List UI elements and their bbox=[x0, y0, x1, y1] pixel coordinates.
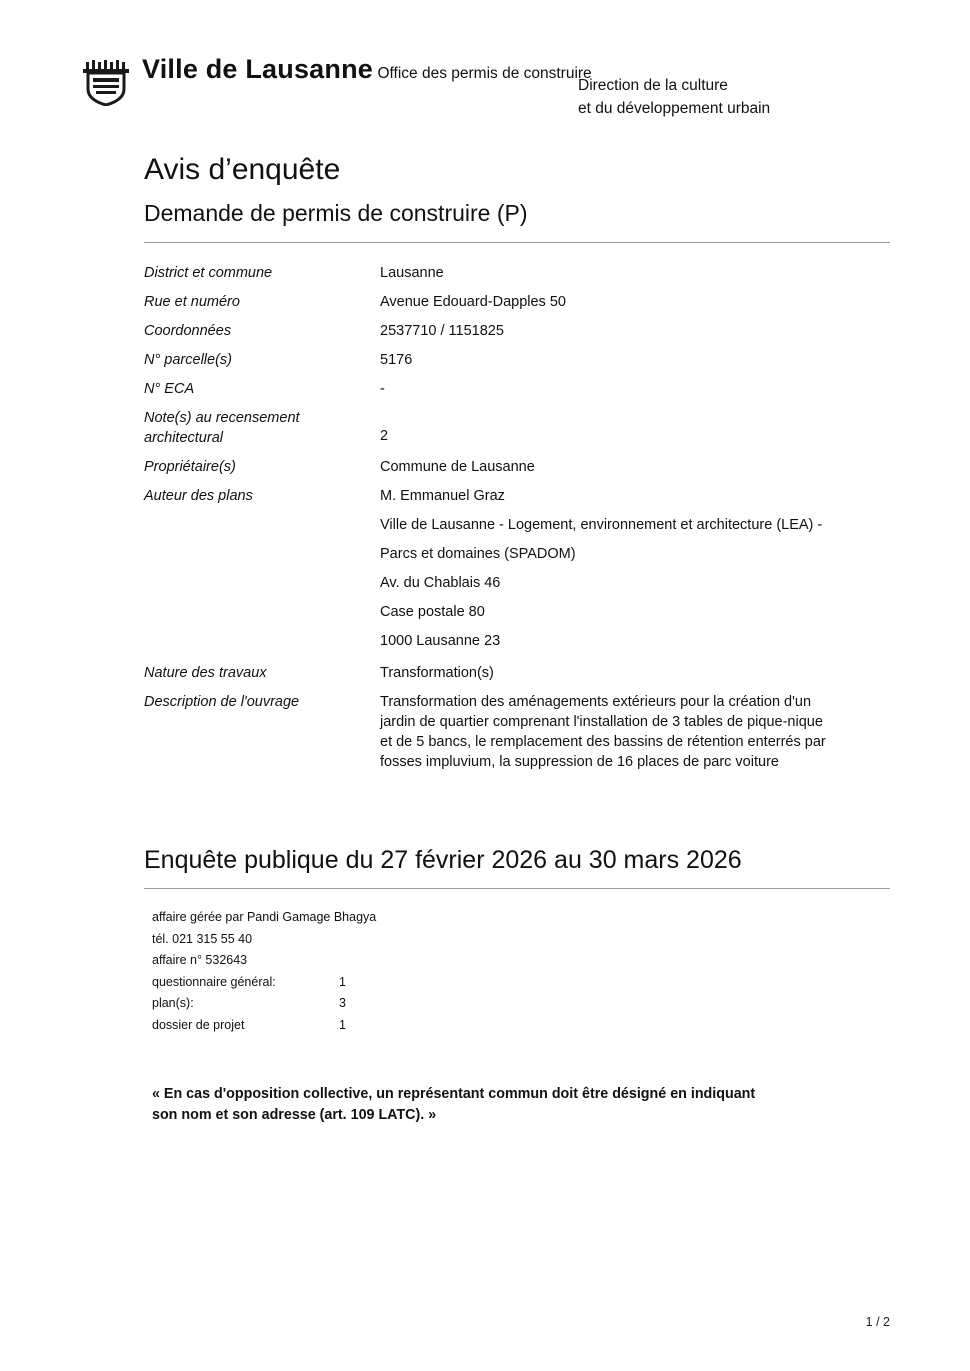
field-value-author bbox=[380, 486, 890, 663]
page-number: 1 / 2 bbox=[865, 1315, 890, 1329]
brand-subtitle: Office des permis de construire bbox=[377, 65, 592, 82]
public-inquiry-heading: Enquête publique du 27 février 2026 au 30 mars 2026 bbox=[144, 846, 742, 874]
field-value: Avenue Edouard-Dapples 50 bbox=[380, 294, 566, 310]
author-line: M. Emmanuel Graz bbox=[380, 488, 505, 504]
public-inquiry-section bbox=[144, 842, 890, 1126]
department-line-1: Direction de la culture bbox=[578, 77, 728, 94]
table-row bbox=[144, 263, 890, 292]
field-label: Auteur des plans bbox=[144, 488, 253, 504]
page-subtitle: Demande de permis de construire (P) bbox=[144, 200, 528, 226]
field-label: Coordonnées bbox=[144, 323, 232, 339]
field-value: 2 bbox=[380, 428, 389, 444]
permit-details-table bbox=[144, 263, 890, 784]
page-title: Avis d’enquête bbox=[144, 153, 341, 186]
table-row bbox=[144, 292, 890, 321]
case-manager: affaire gérée par Pandi Gamage Bhagya bbox=[152, 910, 377, 924]
table-row bbox=[152, 1015, 346, 1037]
author-line: Parcs et domaines (SPADOM) bbox=[380, 546, 576, 562]
table-row bbox=[144, 379, 890, 408]
case-meta bbox=[152, 907, 890, 1036]
author-line: 1000 Lausanne 23 bbox=[380, 633, 501, 649]
table-row bbox=[144, 408, 890, 457]
description-line: fosses impluvium, la suppression de 16 places de parc voiture bbox=[380, 754, 779, 770]
field-value: Commune de Lausanne bbox=[380, 459, 535, 475]
field-label: Description de l'ouvrage bbox=[144, 694, 300, 710]
department-block bbox=[578, 74, 770, 120]
author-line: Ville de Lausanne - Logement, environnement et architecture (LEA) - bbox=[380, 517, 823, 533]
description-line: Transformation des aménagements extérieurs pour la création d'un bbox=[380, 694, 812, 710]
count-value: 1 bbox=[339, 974, 346, 989]
title-divider bbox=[144, 242, 890, 243]
field-label: Note(s) au recensement architectural bbox=[144, 410, 300, 446]
opposition-notice bbox=[152, 1084, 872, 1126]
author-line: Case postale 80 bbox=[380, 604, 485, 620]
table-row bbox=[144, 350, 890, 379]
table-row-nature bbox=[144, 663, 890, 692]
count-label: questionnaire général: bbox=[152, 974, 276, 989]
document-counts-table bbox=[152, 972, 346, 1037]
field-label: District et commune bbox=[144, 265, 273, 281]
table-row bbox=[144, 321, 890, 350]
document-body bbox=[144, 150, 890, 1126]
notice-line-2: son nom et son adresse (art. 109 LATC). » bbox=[152, 1107, 437, 1123]
field-value: 5176 bbox=[380, 352, 413, 368]
field-value: - bbox=[380, 381, 385, 397]
brand-block bbox=[80, 52, 592, 106]
description-line: jardin de quartier comprenant l'installation de 3 tables de pique-nique bbox=[380, 714, 823, 730]
count-label: dossier de projet bbox=[152, 1017, 245, 1032]
field-value: Lausanne bbox=[380, 265, 444, 281]
field-value: Transformation(s) bbox=[380, 665, 494, 681]
field-value: 2537710 / 1151825 bbox=[380, 323, 504, 339]
notice-line-1: « En cas d'opposition collective, un représentant commun doit être désigné en indiquant bbox=[152, 1086, 756, 1102]
description-line: et de 5 bancs, le remplacement des bassins de rétention enterrés par bbox=[380, 734, 826, 750]
field-label: Propriétaire(s) bbox=[144, 459, 236, 475]
field-label: N° ECA bbox=[144, 381, 195, 397]
field-value-description bbox=[380, 692, 890, 784]
brand-title: Ville de Lausanne bbox=[142, 54, 373, 84]
case-number: affaire n° 532643 bbox=[152, 953, 248, 967]
author-line: Av. du Chablais 46 bbox=[380, 575, 501, 591]
case-phone: tél. 021 315 55 40 bbox=[152, 931, 253, 946]
table-row bbox=[152, 993, 346, 1015]
count-label: plan(s): bbox=[152, 996, 194, 1010]
field-label: N° parcelle(s) bbox=[144, 352, 232, 368]
table-row bbox=[152, 972, 346, 994]
inquiry-divider bbox=[144, 888, 890, 889]
field-label: Rue et numéro bbox=[144, 294, 240, 310]
table-row-author bbox=[144, 486, 890, 663]
count-value: 1 bbox=[339, 1017, 346, 1032]
lausanne-coat-of-arms-icon bbox=[80, 60, 132, 106]
field-label: Nature des travaux bbox=[144, 665, 267, 681]
count-value: 3 bbox=[339, 996, 346, 1010]
table-row bbox=[144, 457, 890, 486]
department-line-2: et du développement urbain bbox=[578, 100, 771, 117]
page-header bbox=[80, 52, 890, 142]
table-row-description bbox=[144, 692, 890, 784]
